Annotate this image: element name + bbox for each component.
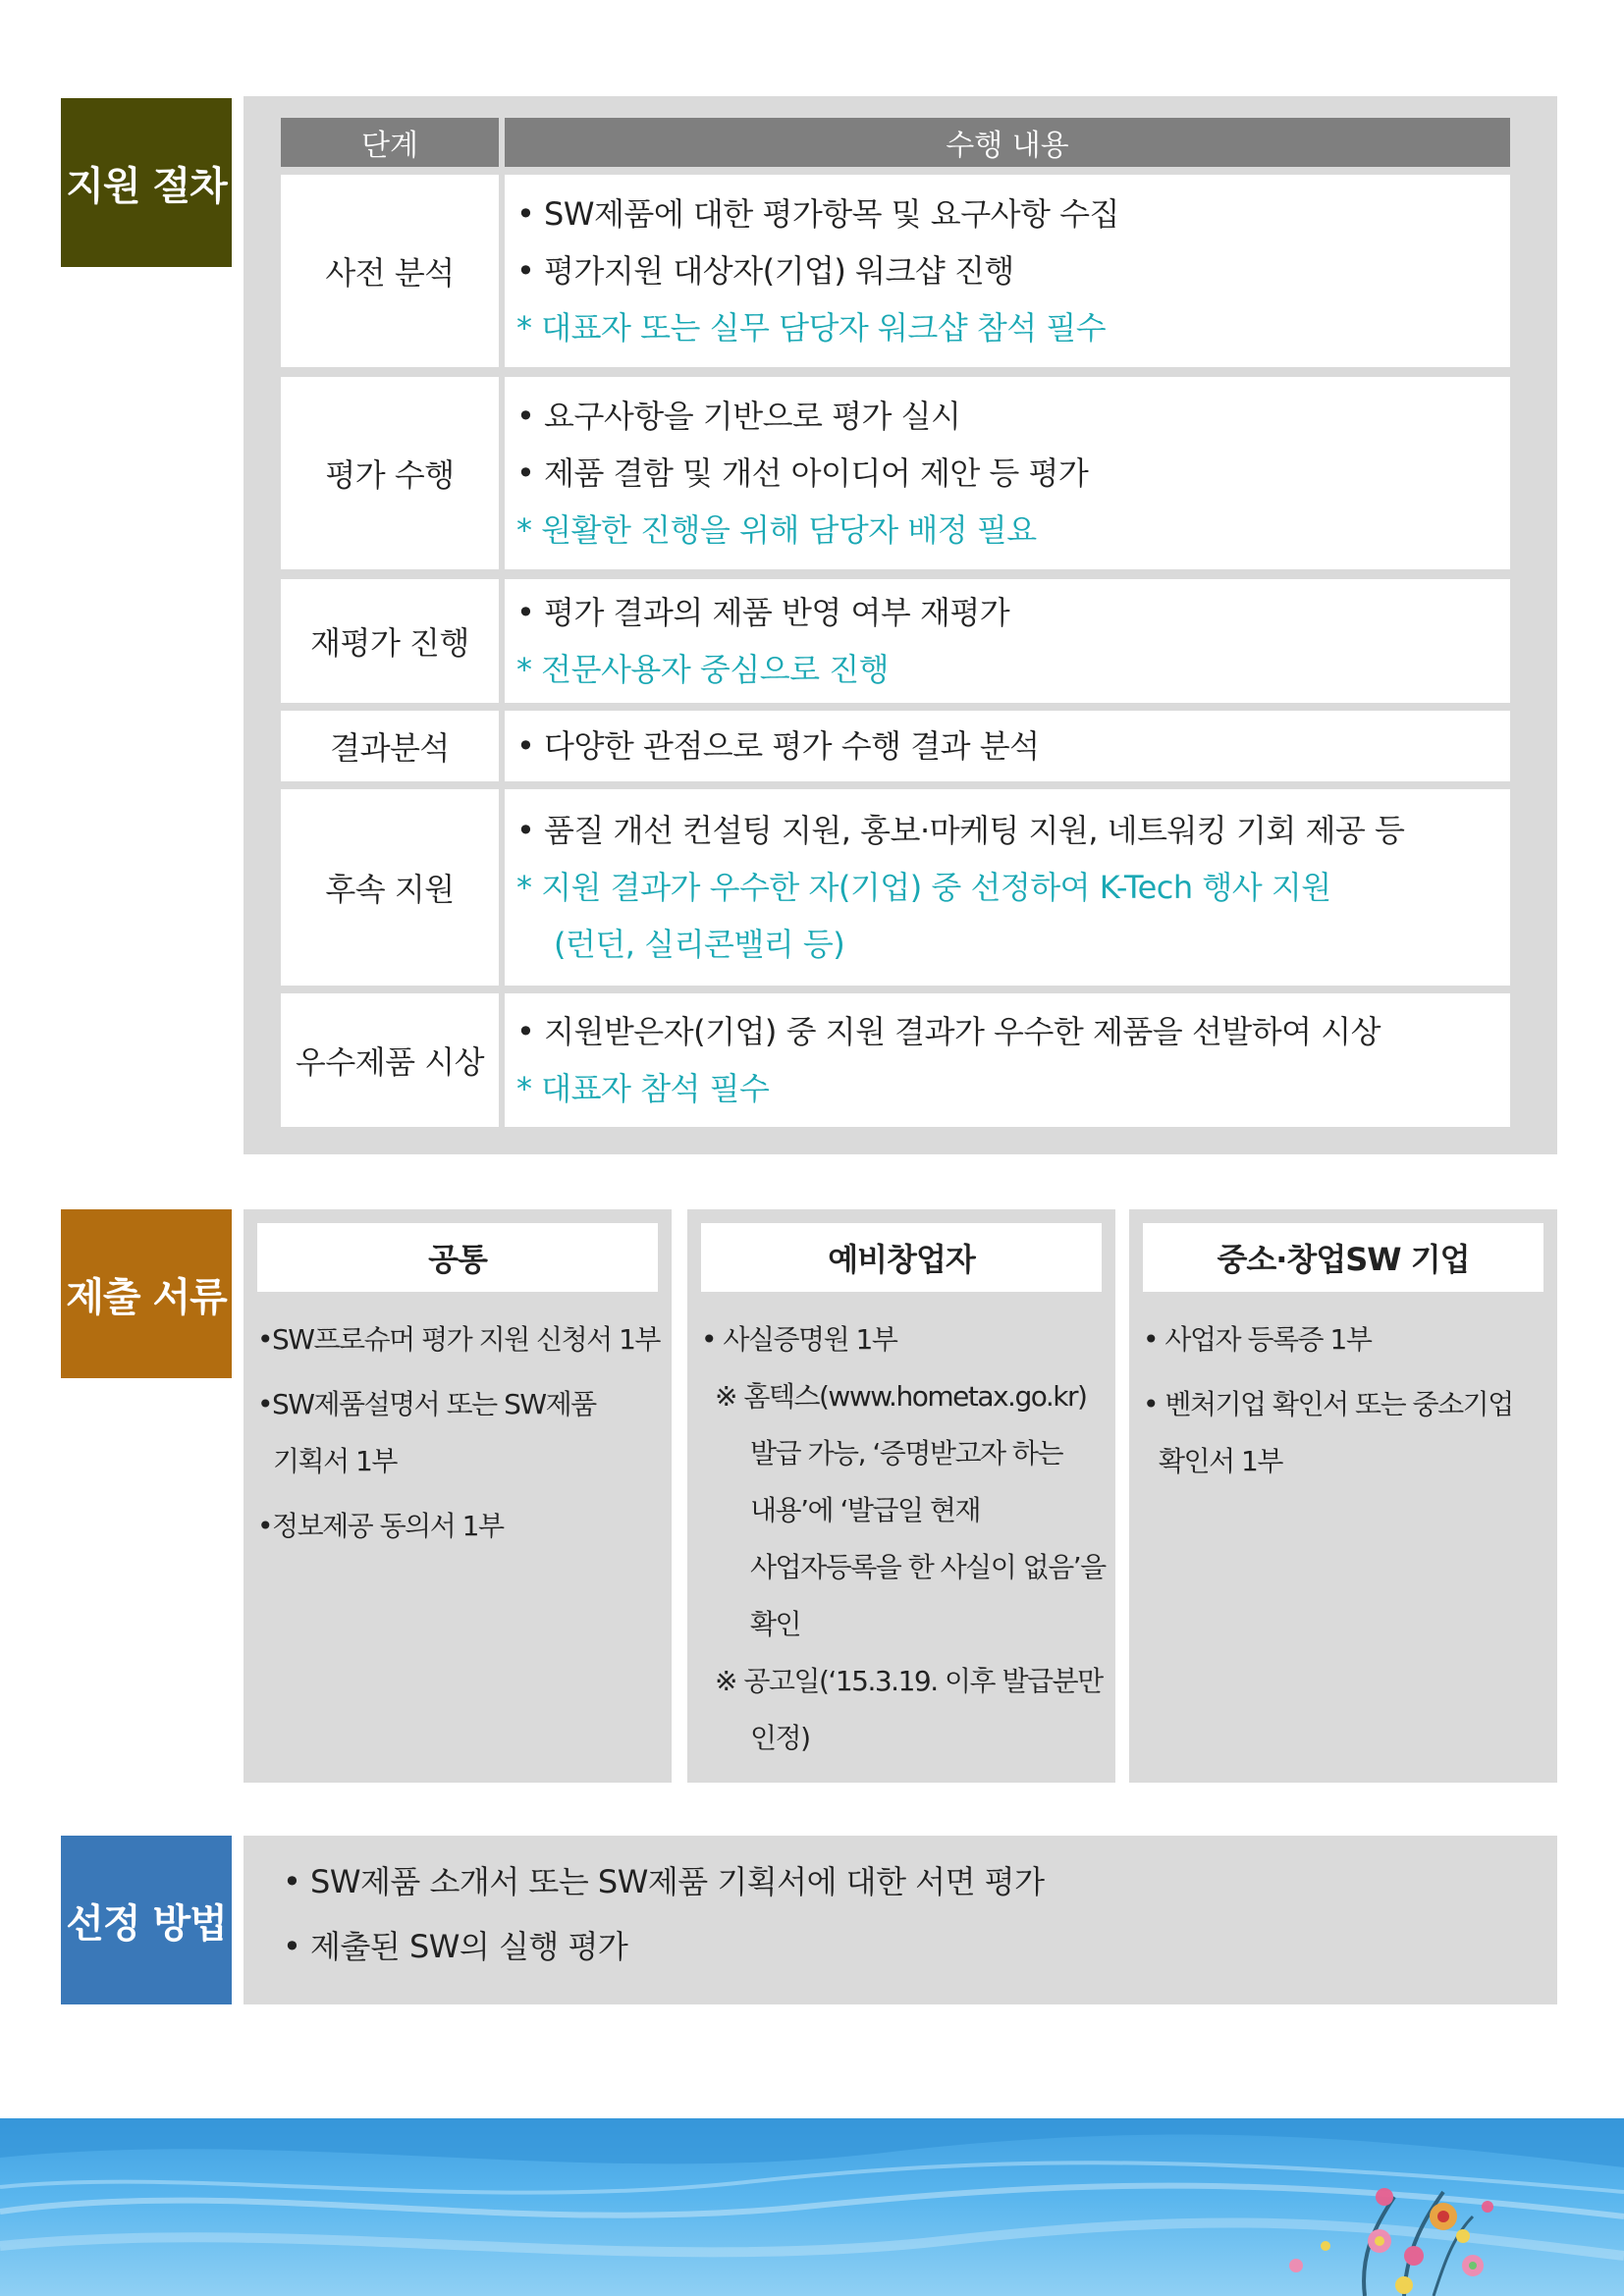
stage-cell: 재평가 진행 — [281, 579, 499, 703]
stage-cell: 평가 수행 — [281, 377, 499, 569]
list-item: 확인 — [750, 1608, 801, 1640]
documents-column-sme — [1129, 1209, 1557, 1783]
content-line: • 요구사항을 기반으로 평가 실시 — [516, 398, 961, 435]
column-title: 예비창업자 — [701, 1223, 1102, 1292]
content-note: * 대표자 또는 실무 담당자 워크샵 참석 필수 — [516, 309, 1107, 347]
document-list — [701, 1311, 1108, 1767]
wave-graphic — [0, 2118, 1624, 2296]
column-title: 중소·창업SW 기업 — [1143, 1223, 1543, 1292]
content-line: • 다양한 관점으로 평가 수행 결과 분석 — [516, 727, 1040, 765]
stage-cell: 우수제품 시상 — [281, 993, 499, 1127]
procedure-section-tag: 지원 절차 — [61, 98, 232, 267]
list-item: ※ 공고일(‘15.3.19. 이후 발급분만 — [715, 1665, 1103, 1697]
footer-wave-decoration — [0, 2118, 1624, 2296]
stage-cell: 사전 분석 — [281, 175, 499, 367]
content-cell — [505, 789, 1510, 986]
content-line: • 지원받은자(기업) 중 지원 결과가 우수한 제품을 선발하여 시상 — [516, 1013, 1381, 1050]
content-cell — [505, 993, 1510, 1127]
content-cell — [505, 377, 1510, 569]
list-item: •정보제공 동의서 1부 — [257, 1510, 504, 1542]
list-item: ※ 홈텍스(www.hometax.go.kr) — [715, 1380, 1087, 1413]
content-line: • 평가 결과의 제품 반영 여부 재평가 — [516, 594, 1010, 631]
content-line: • 평가지원 대상자(기업) 워크샵 진행 — [516, 252, 1014, 290]
content-note: (런던, 실리콘밸리 등) — [554, 926, 845, 963]
content-line: • 제품 결함 및 개선 아이디어 제안 등 평가 — [516, 454, 1089, 492]
content-line: • 품질 개선 컨설팅 지원, 홍보·마케팅 지원, 네트워킹 기회 제공 등 — [516, 812, 1405, 849]
stage-cell: 결과분석 — [281, 711, 499, 781]
list-item: • 사실증명원 1부 — [701, 1323, 897, 1356]
documents-column-common — [244, 1209, 672, 1783]
table-header-stage: 단계 — [281, 118, 499, 167]
document-list — [257, 1311, 664, 1555]
table-header-content: 수행 내용 — [505, 118, 1510, 167]
content-cell — [505, 175, 1510, 367]
content-note: * 대표자 참석 필수 — [516, 1070, 770, 1107]
selection-panel — [244, 1836, 1557, 2004]
document-list — [1143, 1311, 1549, 1490]
list-item: 기획서 1부 — [273, 1445, 397, 1477]
documents-section-tag: 제출 서류 — [61, 1209, 232, 1378]
stage-cell: 후속 지원 — [281, 789, 499, 986]
selection-item: • 제출된 SW의 실행 평가 — [283, 1928, 628, 1965]
list-item: • 사업자 등록증 1부 — [1143, 1323, 1372, 1356]
list-item: • 벤처기업 확인서 또는 중소기업 — [1143, 1388, 1513, 1420]
flower-decoration — [1289, 2188, 1493, 2296]
list-item: •SW제품설명서 또는 SW제품 — [257, 1388, 596, 1420]
list-item: 확인서 1부 — [1159, 1445, 1282, 1477]
content-cell — [505, 579, 1510, 703]
content-note: * 지원 결과가 우수한 자(기업) 중 선정하여 K-Tech 행사 지원 — [516, 869, 1331, 906]
list-item: •SW프로슈머 평가 지원 신청서 1부 — [257, 1323, 660, 1356]
list-item: 인정) — [750, 1722, 810, 1754]
selection-section-tag: 선정 방법 — [61, 1836, 232, 2004]
documents-column-prestartup — [687, 1209, 1115, 1783]
content-note: * 원활한 진행을 위해 담당자 배정 필요 — [516, 511, 1037, 549]
selection-item: • SW제품 소개서 또는 SW제품 기획서에 대한 서면 평가 — [283, 1863, 1045, 1900]
content-cell — [505, 711, 1510, 781]
content-note: * 전문사용자 중심으로 진행 — [516, 651, 890, 688]
list-item: 사업자등록을 한 사실이 없음’을 — [750, 1551, 1106, 1583]
list-item: 내용’에 ‘발급일 현재 — [750, 1494, 980, 1526]
column-title: 공통 — [257, 1223, 658, 1292]
content-line: • SW제품에 대한 평가항목 및 요구사항 수집 — [516, 195, 1119, 233]
list-item: 발급 가능, ‘증명받고자 하는 — [750, 1437, 1063, 1469]
